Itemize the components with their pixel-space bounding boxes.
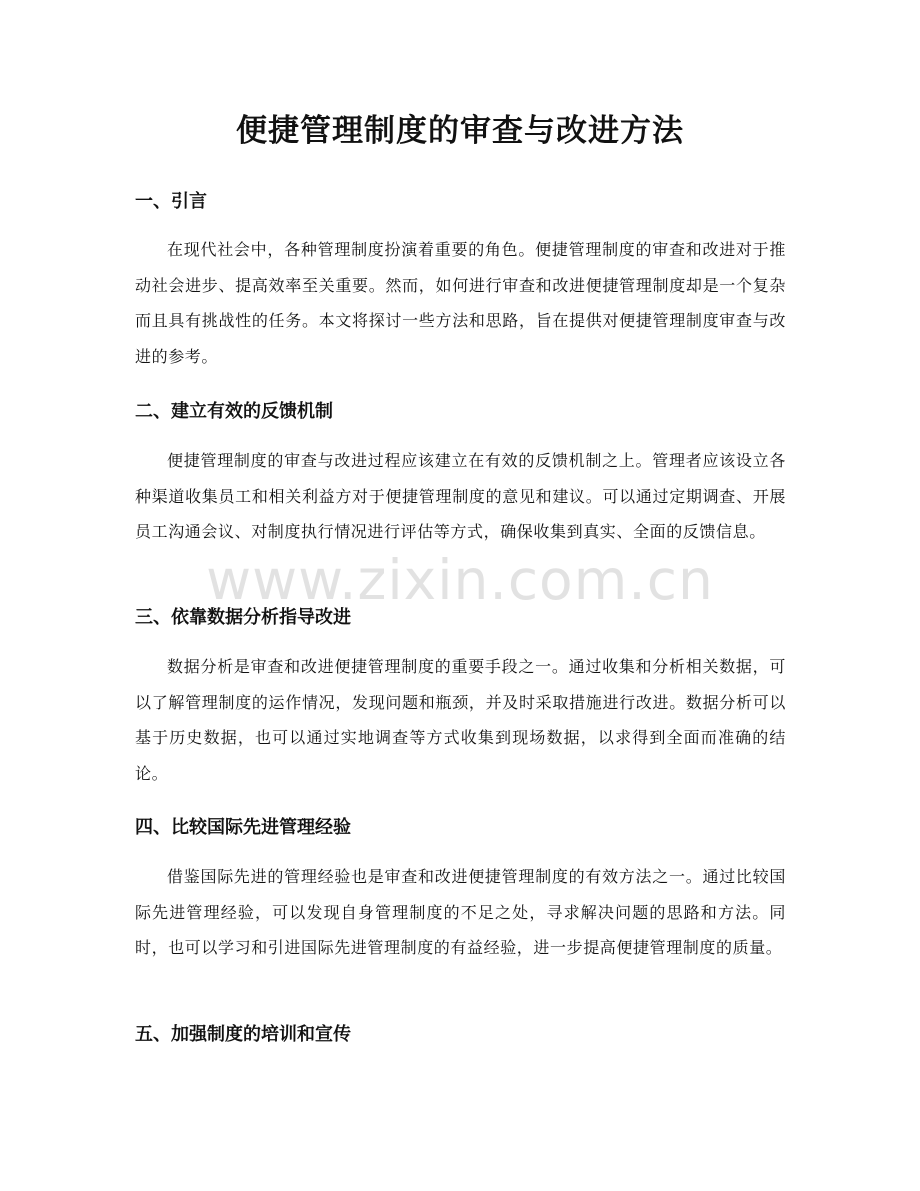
section-paragraph-feedback: 便捷管理制度的审查与改进过程应该建立在有效的反馈机制之上。管理者应该设立各种渠道收集员工和相关利益方对于便捷管理制度的意见和建议。可以通过定期调查、开展员工沟通会议、对制度执行情况进行评估等方式，确保收集到真实、全面的反馈信息。 — [135, 451, 786, 541]
section-heading-feedback: 二、建立有效的反馈机制 — [135, 401, 333, 422]
section-paragraph-international: 借鉴国际先进的管理经验也是审查和改进便捷管理制度的有效方法之一。通过比较国际先进管理经验，可以发现自身管理制度的不足之处，寻求解决问题的思路和方法。同时，也可以学习和引进国际先进管理制度的有益经验，进一步提高便捷管理制度的质量。 — [135, 867, 786, 957]
watermark: www.zixin.com.cn — [206, 548, 714, 612]
section-paragraph-introduction: 在现代社会中，各种管理制度扮演着重要的角色。便捷管理制度的审查和改进对于推动社会进步、提高效率至关重要。然而，如何进行审查和改进便捷管理制度却是一个复杂而且具有挑战性的任务。本文将探讨一些方法和思路，旨在提供对便捷管理制度审查与改进的参考。 — [135, 240, 786, 366]
section-heading-international: 四、比较国际先进管理经验 — [135, 817, 351, 838]
section-heading-data-analysis: 三、依靠数据分析指导改进 — [135, 607, 351, 628]
section-heading-training: 五、加强制度的培训和宣传 — [135, 1024, 351, 1045]
section-paragraph-data-analysis: 数据分析是审查和改进便捷管理制度的重要手段之一。通过收集和分析相关数据，可以了解管理制度的运作情况，发现问题和瓶颈，并及时采取措施进行改进。数据分析可以基于历史数据，也可以通过实地调查等方式收集到现场数据，以求得到全面而准确的结论。 — [135, 657, 786, 783]
document-title: 便捷管理制度的审查与改进方法 — [236, 113, 684, 149]
section-heading-introduction: 一、引言 — [135, 191, 207, 212]
